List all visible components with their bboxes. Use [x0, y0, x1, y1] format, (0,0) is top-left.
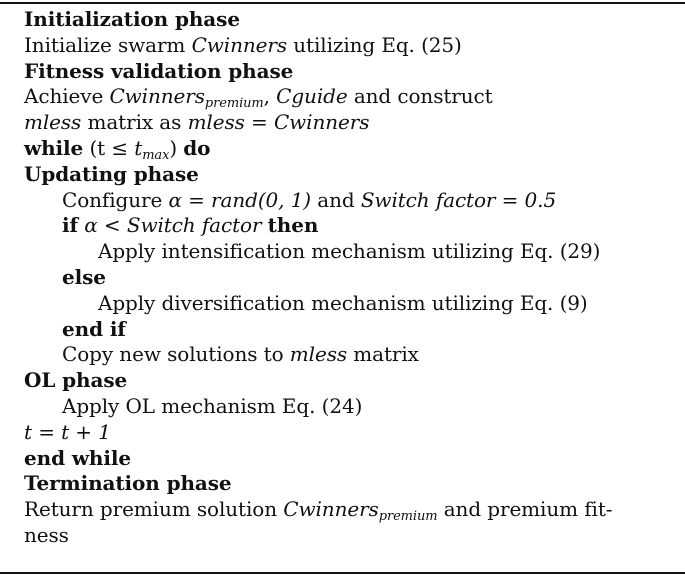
line-fitness-heading — [24, 59, 684, 85]
ol-heading: OL phase — [24, 368, 128, 393]
fitness-l1-post: and construct — [347, 84, 493, 109]
copy-post: matrix — [347, 342, 419, 367]
fitness-l2-mid: matrix as — [81, 110, 188, 135]
bottom-rule — [0, 572, 685, 574]
init-text-post: utilizing Eq. (25) — [287, 32, 462, 57]
line-else — [24, 265, 684, 291]
kw-while: while — [24, 135, 84, 160]
while-cond-post: ) — [169, 135, 184, 160]
updating-heading: Updating phase — [24, 161, 199, 186]
line-termination-2 — [24, 523, 684, 549]
algorithm-lines — [24, 7, 684, 549]
termination-l1-sub: premium — [378, 509, 438, 525]
kw-else: else — [62, 264, 106, 289]
fitness-l2-var: mless — [24, 110, 82, 135]
ol-text: Apply OL mechanism Eq. (24) — [62, 393, 363, 418]
line-copy — [24, 342, 684, 368]
line-while — [24, 136, 684, 162]
line-apply-divers — [24, 291, 684, 317]
line-updating-heading — [24, 162, 684, 188]
apply-intensification: Apply intensification mechanism utilizing Eq. (29) — [98, 239, 601, 264]
line-termination-1 — [24, 497, 684, 523]
kw-do: do — [183, 135, 211, 160]
while-cond-var: t — [134, 135, 143, 160]
line-fitness-2 — [24, 110, 684, 136]
fitness-heading: Fitness validation phase — [24, 58, 294, 83]
line-configure — [24, 188, 684, 214]
termination-l1-post: and premium fit- — [437, 497, 613, 522]
kw-if: if — [62, 213, 79, 238]
init-var: Cwinners — [191, 32, 288, 57]
line-increment — [24, 420, 684, 446]
line-init-text — [24, 33, 684, 59]
while-cond-sub: max — [142, 147, 170, 163]
termination-l1-pre: Return premium solution — [24, 497, 284, 522]
increment: t = t + 1 — [24, 419, 111, 444]
fitness-l2-eq: mless = Cwinners — [187, 110, 370, 135]
configure-pre: Configure — [62, 187, 169, 212]
kw-endif: end if — [62, 316, 126, 341]
fitness-l1-var: Cwinners — [109, 84, 205, 109]
copy-var: mless — [289, 342, 348, 367]
line-if — [24, 213, 684, 239]
line-ol-text — [24, 394, 684, 420]
termination-l1-var: Cwinners — [283, 497, 379, 522]
apply-diversification: Apply diversification mechanism utilizing Eq. (9) — [98, 290, 588, 315]
fitness-l1-var2: Cguide — [276, 84, 348, 109]
termination-l2: ness — [24, 522, 69, 547]
line-endif — [24, 317, 684, 343]
termination-heading: Termination phase — [24, 471, 232, 496]
init-heading: Initialization phase — [24, 7, 240, 31]
configure-eq2: Switch factor = 0.5 — [360, 187, 557, 212]
fitness-l1-pre: Achieve — [24, 84, 110, 109]
line-endwhile — [24, 446, 684, 472]
line-fitness-1 — [24, 84, 684, 110]
top-rule — [0, 2, 685, 4]
copy-pre: Copy new solutions to — [62, 342, 290, 367]
fitness-l1-sub: premium — [204, 96, 264, 112]
line-termination-heading — [24, 471, 684, 497]
line-init-heading — [24, 7, 684, 33]
init-text-pre: Initialize swarm — [24, 32, 192, 57]
kw-then: then — [267, 213, 319, 238]
fitness-l1-mid: , — [263, 84, 277, 109]
kw-endwhile: end while — [24, 445, 131, 470]
line-ol-heading — [24, 368, 684, 394]
line-apply-intens — [24, 239, 684, 265]
configure-eq: α = rand(0, 1) — [168, 187, 311, 212]
while-cond-pre: (t ≤ — [83, 135, 135, 160]
if-cond: α < Switch factor — [78, 213, 268, 238]
configure-mid: and — [311, 187, 361, 212]
